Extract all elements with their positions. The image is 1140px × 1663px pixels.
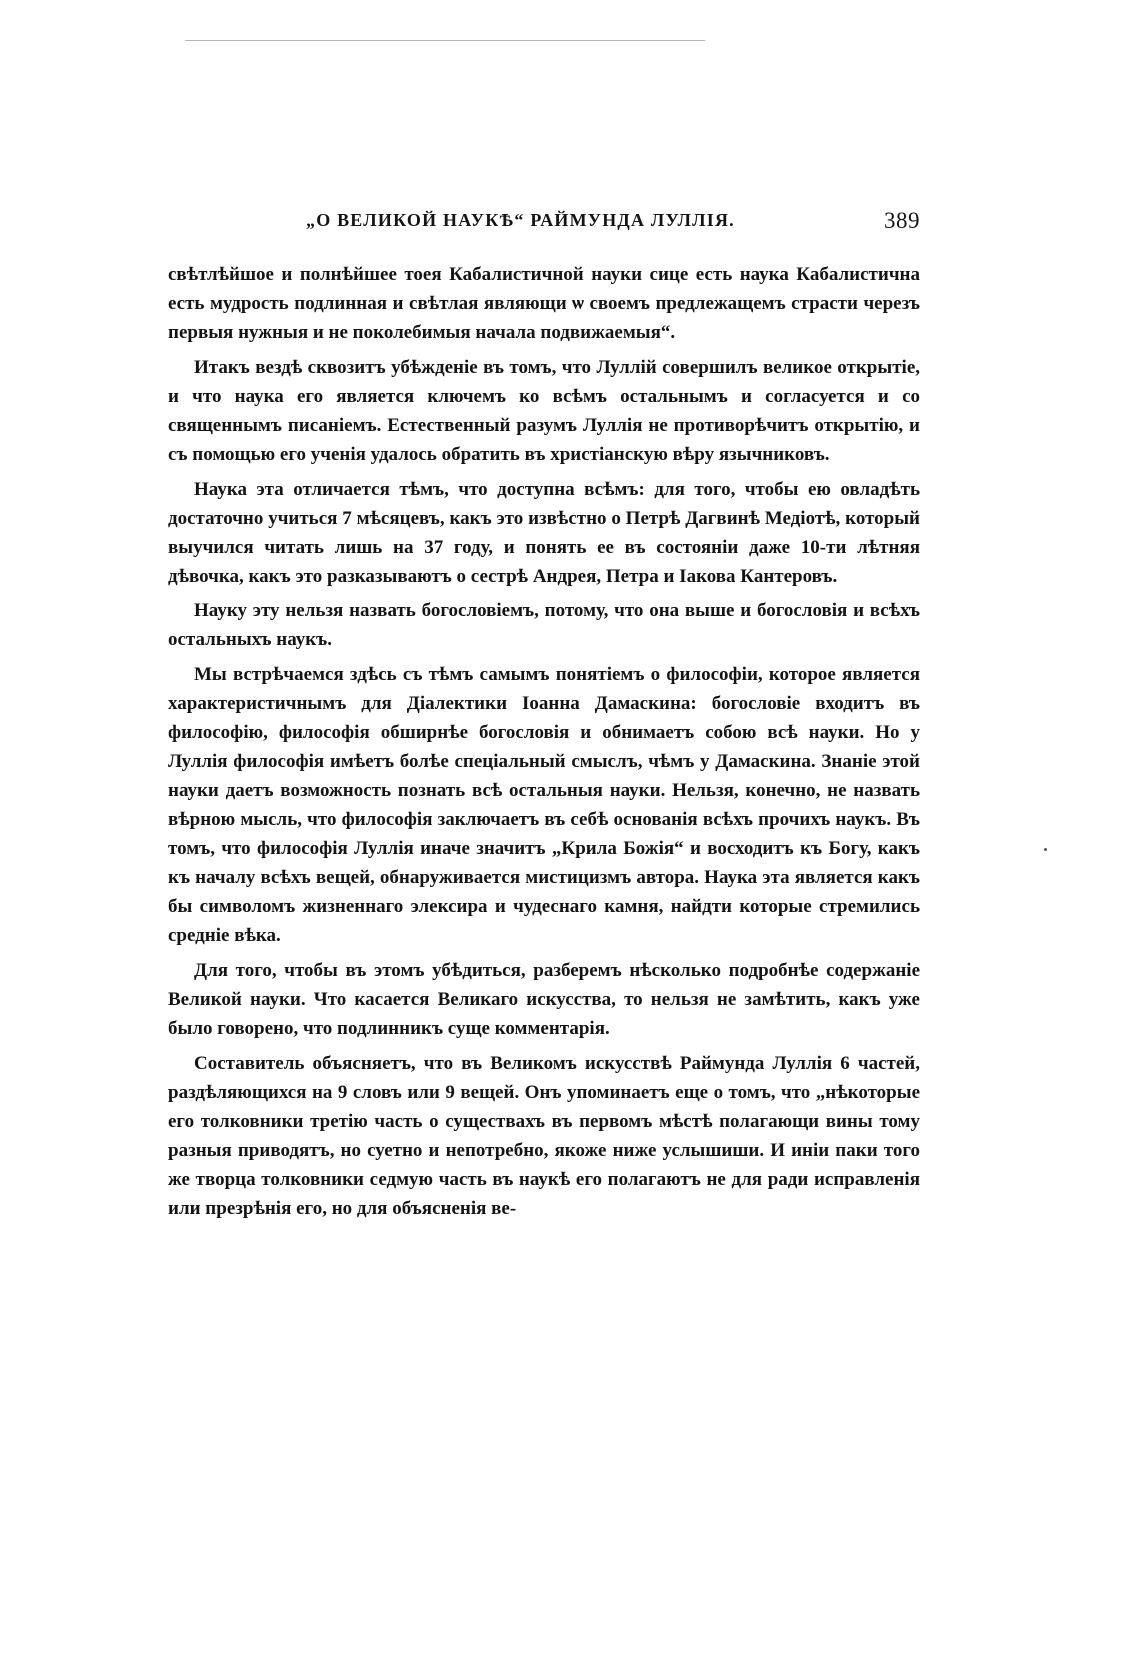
page-header (168, 208, 920, 238)
body-text (168, 261, 920, 1230)
scan-speck (1044, 848, 1047, 851)
running-title: „О ВЕЛИКОЙ НАУКѢ“ РАЙМУНДА ЛУЛЛІЯ. (306, 210, 735, 230)
paragraph: Для того, чтобы въ этомъ убѣдиться, разберемъ нѣсколько подробнѣе содержаніе Великой науки. Что касается Великаго искусства, то нельзя не замѣтить, какъ уже было говорено, что подлинникъ суще комментарія. (168, 959, 920, 1039)
paragraph: Науку эту нельзя назвать богословіемъ, потому, что она выше и богословія и всѣхъ остальныхъ наукъ. (168, 600, 920, 651)
paragraph: Итакъ вездѣ сквозитъ убѣжденіе въ томъ, что Луллій совершилъ великое открытіе, и что наука его является ключемъ ко всѣмъ остальнымъ и согласуется и со священнымъ писаніемъ. Естественный разумъ Луллія не противорѣчитъ открытію, и съ помощью его ученія удалось обратить въ христіанскую вѣру язычниковъ. (168, 356, 920, 465)
page-number: 389 (884, 208, 920, 233)
paragraph: Составитель объясняетъ, что въ Великомъ искусствѣ Раймунда Луллія 6 частей, раздѣляющихся на 9 словъ или 9 вещей. Онъ упоминаетъ еще о томъ, что „нѣкоторые его толковники третію часть о существахъ въ первомъ мѣстѣ полагающи вины тому разныя приводятъ, но суетно и непотребно, якоже ниже услышиши. И иніи паки того же творца толковники седмую часть въ наукѣ его полагаютъ не для ради исправленія или презрѣнія его, но для объясненія ве- (168, 1052, 920, 1219)
paragraph: Мы встрѣчаемся здѣсь съ тѣмъ самымъ понятіемъ о философіи, которое является характеристичнымъ для Діалектики Іоанна Дамаскина: богословіе входитъ въ философію, философія обширнѣе богословія и обнимаетъ собою всѣ науки. Но у Луллія философія имѣетъ болѣе спеціальный смыслъ, чѣмъ у Дамаскина. Знаніе этой науки даетъ возможность познать всѣ остальныя науки. Нельзя, конечно, не назвать вѣрною мысль, что философія заключаетъ въ себѣ основанія всѣхъ прочихъ наукъ. Въ томъ, что философія Луллія иначе значитъ „Крила Божія“ и восходитъ къ Богу, какъ къ началу всѣхъ вещей, обнаруживается мистицизмъ автора. Наука эта является какъ бы символомъ жизненнаго элексира и чудеснаго камня, найдти которые стремились средніе вѣка. (168, 664, 920, 946)
paragraph-continuation: свѣтлѣйшое и полнѣйшее тоея Кабалистичной науки сице есть наука Кабалистична есть мудрость подлинная и свѣтлая являющи ѡ своемъ предлежащемъ страсти черезъ первыя нужныя и не поколебимыя начала подвижаемыя“. (168, 264, 920, 343)
paragraph: Наука эта отличается тѣмъ, что доступна всѣмъ: для того, чтобы ею овладѣть достаточно учиться 7 мѣсяцевъ, какъ это извѣстно о Петрѣ Дагвинѣ Медіотѣ, который выучился читать лишь на 37 году, и понять ее въ состояніи даже 10-ти лѣтняя дѣвочка, какъ это разказываютъ о сестрѣ Андрея, Петра и Іакова Кантеровъ. (168, 478, 920, 587)
top-scan-rule (185, 40, 705, 41)
